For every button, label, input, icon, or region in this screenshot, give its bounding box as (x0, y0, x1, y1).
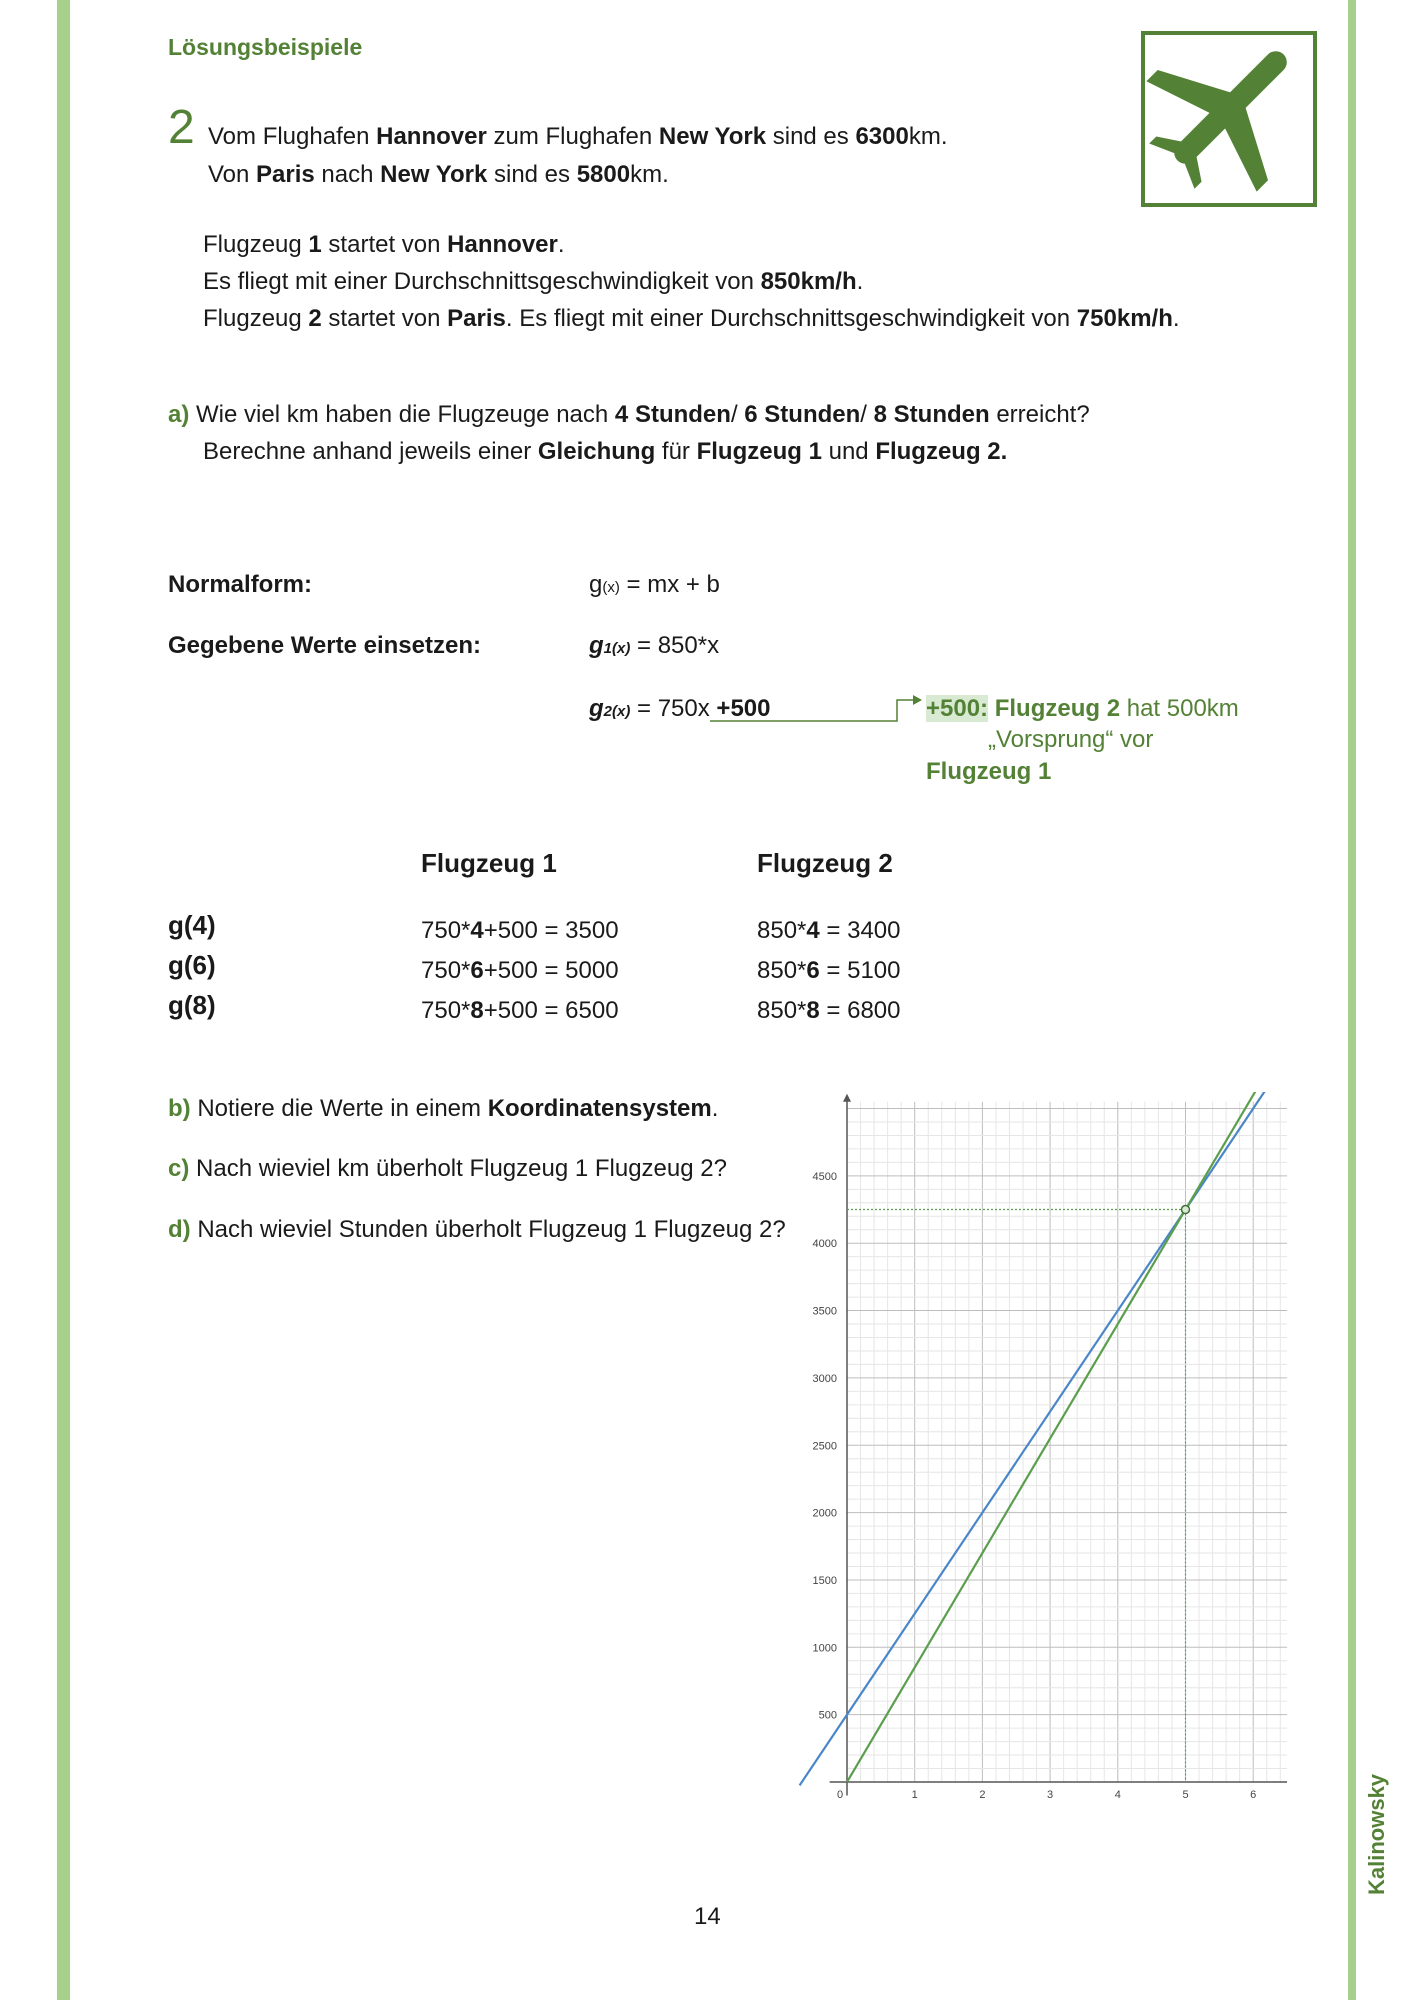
vorsprung-note-line-2: „Vorsprung“ vor (988, 726, 1154, 753)
table-row-label: g(8) (168, 990, 216, 1020)
y-tick-label: 3000 (812, 1372, 837, 1385)
coordinate-system-chart (790, 1092, 1290, 1812)
page-header-title: Lösungsbeispiele (168, 34, 363, 60)
series-line-2 (847, 1092, 1260, 1782)
y-tick-label: 4000 (812, 1238, 837, 1251)
table-cell-plane-1: 750*6+500 = 5000 (421, 957, 619, 984)
plane1-speed-line: Es fliegt mit einer Durchschnittsgeschwindigkeit von 850km/h. (203, 268, 864, 295)
origin-label: 0 (837, 1789, 844, 1801)
table-cell-plane-1: 750*4+500 = 3500 (421, 917, 619, 944)
series-line-1 (800, 1092, 1267, 1785)
table-row-label: g(4) (168, 910, 216, 940)
y-tick-label: 1000 (812, 1642, 837, 1655)
normalform-formula: g(x) = mx + b (589, 571, 720, 598)
question-b: b) Notiere die Werte in einem Koordinatensystem. (168, 1095, 719, 1122)
right-border-bar (1348, 0, 1356, 2000)
x-tick-label: 1 (911, 1789, 918, 1801)
question-d: d) Nach wieviel Stunden überholt Flugzeug 1 Flugzeug 2? (168, 1216, 786, 1243)
given-values-label: Gegebene Werte einsetzen: (168, 632, 481, 659)
y-tick-label: 3500 (812, 1305, 837, 1318)
author-name: Kalinowsky (1364, 1773, 1389, 1895)
table-cell-plane-2: 850*4 = 3400 (757, 917, 901, 944)
y-tick-label: 2500 (812, 1440, 837, 1453)
table-header-plane-2: Flugzeug 2 (757, 848, 893, 878)
table-row-label: g(6) (168, 950, 216, 980)
g2-formula: g2(x) = 750x +500 (589, 695, 771, 722)
intersection-point (1182, 1206, 1190, 1214)
y-tick-label: 500 (818, 1709, 837, 1722)
y-tick-label: 1500 (812, 1574, 837, 1587)
vorsprung-note-line-1: +500: Flugzeug 2 hat 500km (926, 695, 1239, 722)
question-a-line-1: a) Wie viel km haben die Flugzeuge nach 4 Stunden/ 6 Stunden/ 8 Stunden erreicht? (168, 401, 1090, 428)
plane2-line: Flugzeug 2 startet von Paris. Es fliegt mit einer Durchschnittsgeschwindigkeit von 750km/h. (203, 305, 1180, 332)
table-header-plane-1: Flugzeug 1 (421, 848, 557, 878)
y-axis-arrow (843, 1094, 851, 1102)
vorsprung-note-line-3: Flugzeug 1 (926, 758, 1052, 785)
table-cell-plane-2: 850*8 = 6800 (757, 997, 901, 1024)
intro-line-1: Vom Flughafen Hannover zum Flughafen New York sind es 6300km. (208, 123, 948, 150)
x-tick-label: 6 (1250, 1789, 1257, 1801)
normalform-label: Normalform: (168, 571, 313, 598)
airplane-icon (1145, 35, 1313, 203)
table-cell-plane-1: 750*8+500 = 6500 (421, 997, 619, 1024)
question-a-line-2: Berechne anhand jeweils einer Gleichung für Flugzeug 1 und Flugzeug 2. (203, 438, 1008, 465)
plane1-start-line: Flugzeug 1 startet von Hannover. (203, 231, 565, 258)
y-tick-label: 2000 (812, 1507, 837, 1520)
x-tick-label: 5 (1182, 1789, 1189, 1801)
page-number: 14 (694, 1903, 721, 1930)
note-connector-arrow (705, 692, 925, 722)
x-tick-label: 3 (1047, 1789, 1054, 1801)
y-tick-label: 4500 (812, 1170, 837, 1183)
table-cell-plane-2: 850*6 = 5100 (757, 957, 901, 984)
left-border-bar (57, 0, 70, 2000)
question-c: c) Nach wieviel km überholt Flugzeug 1 Flugzeug 2? (168, 1155, 727, 1182)
x-tick-label: 2 (979, 1789, 986, 1801)
x-tick-label: 4 (1114, 1789, 1121, 1801)
chart-svg (790, 1092, 1290, 1812)
task-number: 2 (168, 101, 195, 154)
g1-formula: g1(x) = 850*x (589, 632, 720, 659)
intro-line-2: Von Paris nach New York sind es 5800km. (208, 161, 669, 188)
airplane-logo (1141, 31, 1317, 207)
